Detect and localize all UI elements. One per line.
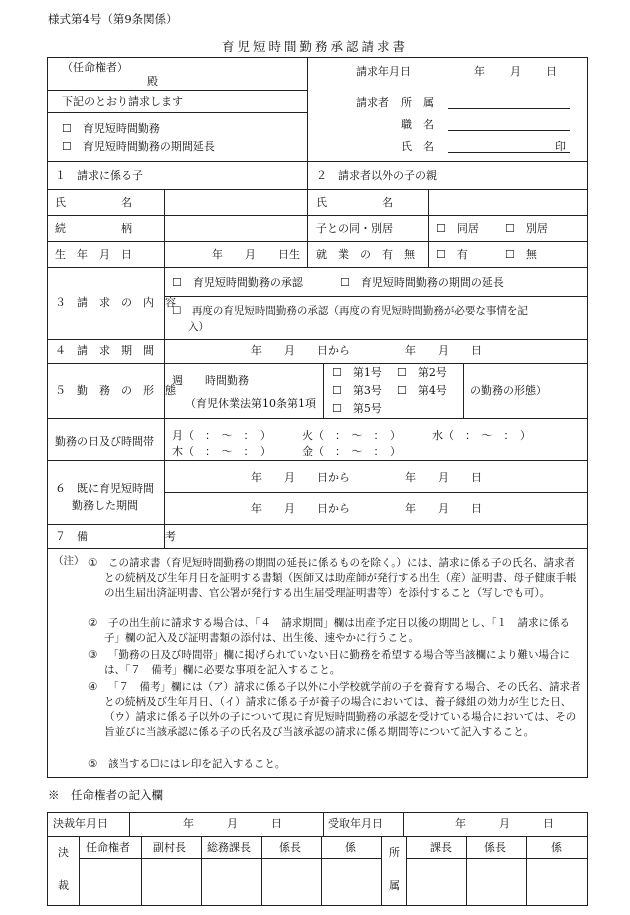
law-reference: （育児休業法第10条第1項 bbox=[185, 397, 316, 410]
note-5: 該当する☐にはレ印を記入すること。 bbox=[108, 758, 286, 770]
col-section-head: 係長 bbox=[279, 841, 301, 854]
decision-date-label: 決裁年月日 bbox=[53, 817, 108, 830]
schedule-monday[interactable]: 月（ ： ～ ： ） bbox=[172, 429, 271, 442]
name-label: 氏 名 bbox=[401, 140, 434, 153]
note-4: 「７ 備考」欄には（ア）請求に係る子以外に小学校就学前の子を養育する場合、その氏名、請求者との続柄及び生年月日、（イ）請求に係る子が養子の場合においては、養子縁組の効力が生じた日、（ウ）請求に係る子以外の子について現に育児短時間勤務の承認を受けている場合においては、その旨並びに当該承認に係る子の氏名及び当該承認の請求に係る期間等について記入すること。 bbox=[104, 681, 581, 738]
request-option-extension[interactable]: ☐ 育児短時間勤務の期間の延長 bbox=[340, 276, 504, 289]
schedule-wednesday[interactable]: 水（ ： ～ ： ） bbox=[432, 429, 531, 442]
request-period-value[interactable]: 年 月 日から 年 月 日 bbox=[251, 344, 482, 357]
section7-heading: ７ 備 考 bbox=[55, 530, 176, 543]
intro-text: 下記のとおり請求します bbox=[62, 95, 183, 108]
note1-number: ① bbox=[88, 557, 98, 569]
notes-label: （注） bbox=[53, 555, 85, 567]
col-staff: 係 bbox=[345, 841, 356, 854]
dono-label: 殿 bbox=[147, 75, 158, 88]
section6-heading: ６ 既に育児短時間 bbox=[55, 482, 154, 495]
date-month-unit: 月 bbox=[510, 65, 521, 78]
receipt-date-value[interactable]: 年 月 日 bbox=[455, 817, 554, 830]
note-2: 子の出生前に請求する場合は、「４ 請求期間」欄は出産予定日以後の期間とし、「１ 請求に係る子」欄の記入及び証明書類の添付は、出生後、速やかに行うこと。 bbox=[104, 617, 570, 644]
authority-label: （任命権者） bbox=[62, 61, 128, 74]
seal-mark: 印 bbox=[555, 140, 566, 153]
employment-label: 就 業 の 有 無 bbox=[316, 248, 415, 261]
note2-number: ② bbox=[88, 617, 98, 629]
date-year-unit: 年 bbox=[474, 65, 485, 78]
work-form-option-5[interactable]: ☐ 第5号 bbox=[332, 402, 382, 415]
requester-label: 請求者 bbox=[356, 96, 389, 109]
employment-option-yes[interactable]: ☐ 有 bbox=[436, 248, 468, 261]
work-form-suffix: の勤務の形態） bbox=[470, 384, 547, 397]
position-label: 職 名 bbox=[401, 118, 434, 131]
section3-heading: ３ 請 求 の 内 容 bbox=[55, 296, 176, 309]
authority-section-heading: ※ 任命権者の記入欄 bbox=[48, 788, 163, 802]
weekly-hours[interactable]: 週 時間勤務 bbox=[172, 374, 249, 387]
col-dept-staff: 係 bbox=[551, 841, 562, 854]
work-form-option-4[interactable]: ☐ 第4号 bbox=[397, 384, 447, 397]
option-short-time[interactable]: ☐ 育児短時間勤務 bbox=[62, 122, 160, 135]
shozoku-char-2: 属 bbox=[389, 879, 400, 892]
schedule-tuesday[interactable]: 火（ ： ～ ： ） bbox=[302, 429, 401, 442]
position-field[interactable] bbox=[448, 130, 570, 131]
request-option-reapproval[interactable]: ☐ 再度の育児短時間勤務の承認（再度の育児短時間勤務が必要な事情を記 bbox=[172, 305, 528, 317]
note3-number: ③ bbox=[88, 649, 98, 661]
form-title: 育児短時間勤務承認請求書 bbox=[221, 39, 408, 54]
prior-period-2[interactable]: 年 月 日から 年 月 日 bbox=[251, 502, 482, 515]
section5-heading: ５ 勤 務 の 形 態 bbox=[55, 384, 176, 397]
decision-date-value[interactable]: 年 月 日 bbox=[183, 817, 282, 830]
child-birth-value[interactable]: 年 月 日生 bbox=[212, 248, 300, 261]
note4-number: ④ bbox=[88, 681, 98, 693]
section1-heading: １ 請求に係る子 bbox=[55, 169, 143, 182]
col-dept-section-head: 係長 bbox=[484, 841, 506, 854]
child-name-label: 氏 名 bbox=[55, 196, 132, 209]
note5-number: ⑤ bbox=[88, 758, 98, 770]
section6-heading-cont: 勤務した期間 bbox=[72, 499, 138, 512]
schedule-friday[interactable]: 金（ ： ～ ： ） bbox=[302, 445, 401, 458]
section4-heading: ４ 請 求 期 間 bbox=[55, 344, 154, 357]
work-form-option-3[interactable]: ☐ 第3号 bbox=[332, 384, 382, 397]
section2-heading: ２ 請求者以外の子の親 bbox=[316, 169, 437, 182]
child-relation-label: 続 柄 bbox=[55, 222, 132, 235]
note-3: 「勤務の日及び時間帯」欄に掲げられていない日に勤務を希望する場合等当該欄により難い場合には、「７ 備考」欄に必要な事項を記入すること。 bbox=[104, 649, 570, 676]
affiliation-field[interactable] bbox=[448, 108, 570, 109]
work-form-option-2[interactable]: ☐ 第2号 bbox=[397, 366, 447, 379]
shozoku-char-1: 所 bbox=[389, 846, 400, 859]
affiliation-label: 所 属 bbox=[401, 96, 434, 109]
kessai-char-2: 裁 bbox=[58, 879, 69, 892]
col-vice-mayor: 副村長 bbox=[153, 841, 186, 854]
work-form-option-1[interactable]: ☐ 第1号 bbox=[332, 366, 382, 379]
kessai-char-1: 決 bbox=[58, 846, 69, 859]
request-option-approval[interactable]: ☐ 育児短時間勤務の承認 bbox=[172, 276, 303, 289]
date-day-unit: 日 bbox=[546, 65, 557, 78]
cohabit-label: 子との同・別居 bbox=[316, 222, 393, 235]
cohabit-option-separate[interactable]: ☐ 別居 bbox=[505, 222, 548, 235]
note-1: この請求書（育児短時間勤務の期間の延長に係るものを除く。）には、請求に係る子の氏名、請求者との続柄及び生年月日を証明する書類（医師又は助産師が発行する出生（産）証明書、母子健康手帳の出生届出済証明書、官公署が発行する出生届受理証明書等）を添付すること（写しでも可）。 bbox=[104, 557, 577, 599]
form-number: 様式第4号（第9条関係） bbox=[48, 12, 178, 26]
employment-option-no[interactable]: ☐ 無 bbox=[505, 248, 537, 261]
col-appointing-authority: 任命権者 bbox=[86, 841, 130, 854]
schedule-thursday[interactable]: 木（ ： ～ ： ） bbox=[172, 445, 271, 458]
name-field[interactable] bbox=[448, 152, 570, 153]
parent-name-label: 氏 名 bbox=[316, 196, 393, 209]
option-period-extension[interactable]: ☐ 育児短時間勤務の期間延長 bbox=[62, 140, 215, 153]
remarks-field[interactable] bbox=[165, 525, 587, 548]
request-option-reapproval-cont: 入） bbox=[188, 321, 209, 333]
receipt-date-label: 受取年月日 bbox=[328, 817, 383, 830]
request-date-label: 請求年月日 bbox=[356, 65, 411, 78]
col-dept-chief: 課長 bbox=[430, 841, 452, 854]
schedule-heading: 勤務の日及び時間帯 bbox=[55, 435, 154, 448]
child-birth-label: 生 年 月 日 bbox=[55, 248, 132, 261]
cohabit-option-together[interactable]: ☐ 同居 bbox=[436, 222, 479, 235]
col-general-affairs-chief: 総務課長 bbox=[207, 841, 251, 854]
prior-period-1[interactable]: 年 月 日から 年 月 日 bbox=[251, 471, 482, 484]
